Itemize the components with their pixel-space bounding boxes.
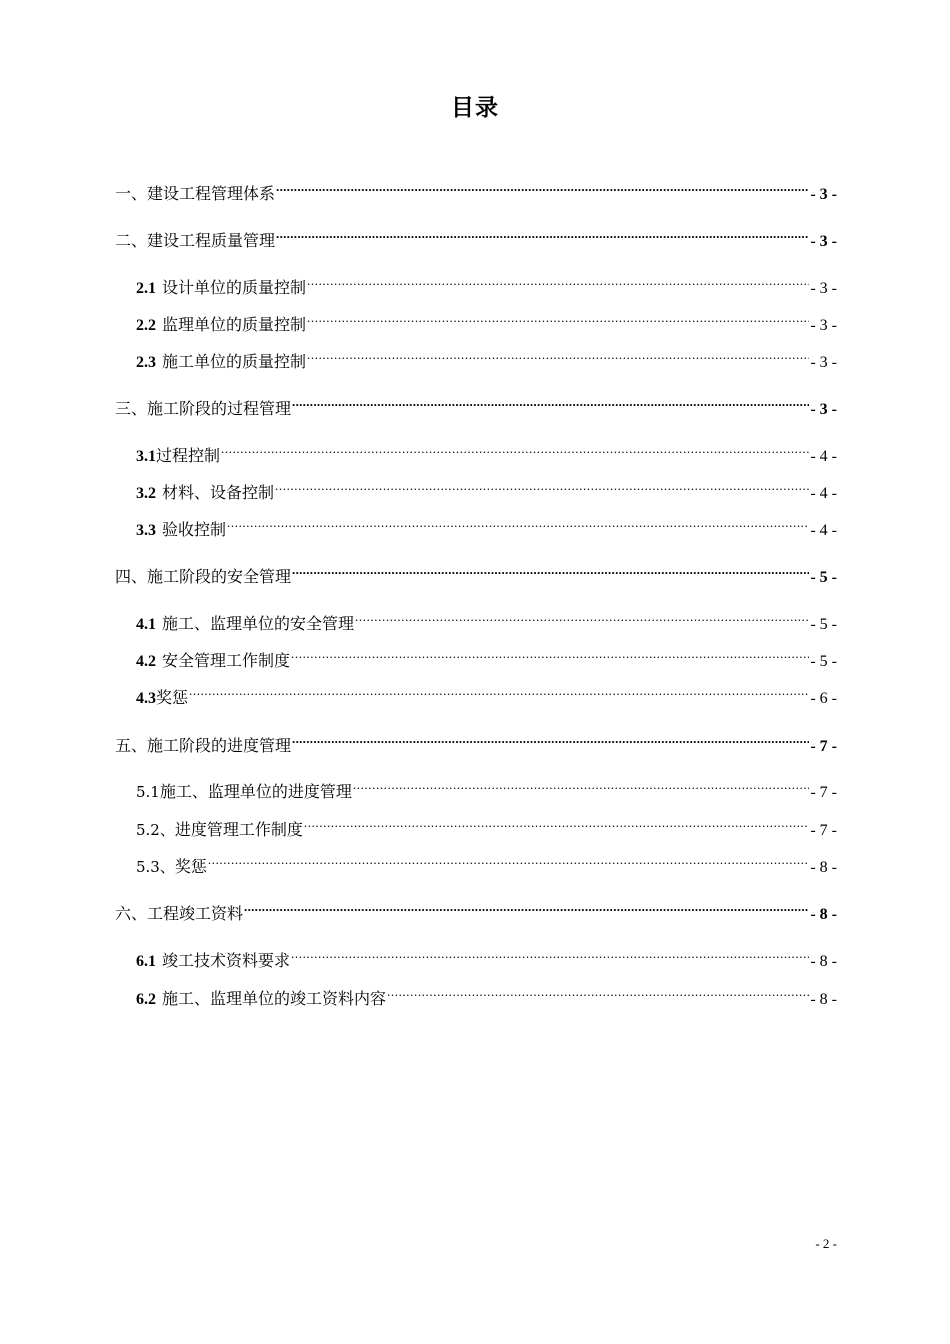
toc-entry-label: 竣工技术资料要求 (162, 951, 291, 970)
toc-entry-number: 2.1 (136, 280, 156, 297)
toc-entry-number: 3.3 (136, 522, 156, 539)
toc-entry-3-1[interactable] (136, 437, 837, 465)
dot-leader (292, 558, 809, 582)
toc-entry-page: - 5 - (810, 653, 837, 670)
toc-entry-section-1[interactable] (115, 175, 837, 203)
toc-entry-page: - 4 - (810, 522, 837, 539)
toc-entry-page: - 8 - (810, 906, 837, 923)
toc-entry-page: - 3 - (810, 186, 837, 203)
toc-entry-number: 4.3 (136, 690, 156, 707)
toc-entry-number: 5.2、 (136, 821, 175, 839)
toc-entry-label: 奖惩 (156, 688, 189, 707)
toc-entry-4-2[interactable] (136, 642, 837, 670)
toc-entry-number: 5.3、 (136, 858, 175, 876)
toc-entry-page: - 8 - (810, 859, 837, 876)
toc-entry-4-1[interactable] (136, 605, 837, 633)
toc-entry-section-3[interactable] (115, 390, 837, 418)
dot-leader (353, 773, 809, 797)
toc-entry-page: - 3 - (810, 280, 837, 297)
toc-entry-page: - 3 - (810, 354, 837, 371)
toc-entry-label: 三、施工阶段的过程管理 (115, 399, 292, 418)
toc-entry-5-1[interactable] (136, 773, 837, 801)
toc-entry-label: 一、建设工程管理体系 (115, 184, 276, 203)
toc-entry-label: 四、施工阶段的安全管理 (115, 567, 292, 586)
dot-leader (292, 390, 809, 414)
toc-entry-page: - 3 - (810, 233, 837, 250)
dot-leader (387, 980, 809, 1004)
toc-entry-5-2[interactable] (136, 811, 837, 839)
toc-entry-4-3[interactable] (136, 679, 837, 707)
toc-entry-2-2[interactable] (136, 306, 837, 334)
toc-entry-number: 4.2 (136, 653, 156, 670)
toc-entry-page: - 3 - (810, 317, 837, 334)
toc-entry-page: - 7 - (810, 784, 837, 801)
dot-leader (208, 848, 809, 872)
toc-entry-6-2[interactable] (136, 980, 837, 1008)
dot-leader (304, 811, 809, 835)
toc-entry-page: - 4 - (810, 485, 837, 502)
toc-entry-label: 六、工程竣工资料 (115, 904, 244, 923)
dot-leader (244, 895, 809, 919)
toc-title: 目录 (451, 94, 499, 121)
toc-entry-section-2[interactable] (115, 222, 837, 250)
toc-entry-3-3[interactable] (136, 511, 837, 539)
dot-leader (292, 727, 809, 751)
toc-entry-label: 施工、监理单位的竣工资料内容 (162, 989, 387, 1008)
toc-entry-6-1[interactable] (136, 942, 837, 970)
toc-entry-label: 监理单位的质量控制 (162, 315, 307, 334)
toc-entry-2-1[interactable] (136, 269, 837, 297)
toc-entry-label: 施工、监理单位的安全管理 (162, 614, 355, 633)
toc-entry-number: 2.3 (136, 354, 156, 371)
toc-entry-section-6[interactable] (115, 895, 837, 923)
toc-entry-page: - 8 - (810, 991, 837, 1008)
toc-entry-5-3[interactable] (136, 848, 837, 876)
dot-leader (307, 343, 809, 367)
toc-entry-label: 过程控制 (156, 446, 221, 465)
toc-entry-label: 验收控制 (162, 520, 227, 539)
toc-entry-section-5[interactable] (115, 727, 837, 755)
toc-entry-label: 进度管理工作制度 (174, 820, 303, 839)
toc-entry-label: 奖惩 (174, 857, 207, 876)
toc-entry-page: - 6 - (810, 690, 837, 707)
toc-entry-number: 5.1 (136, 783, 160, 801)
dot-leader (307, 269, 809, 293)
toc-entry-page: - 5 - (810, 616, 837, 633)
toc-entry-page: - 3 - (810, 401, 837, 418)
toc-entry-page: - 5 - (810, 569, 837, 586)
toc-entry-3-2[interactable] (136, 474, 837, 502)
toc-entry-number: 6.2 (136, 991, 156, 1008)
dot-leader (291, 942, 809, 966)
dot-leader (291, 642, 809, 666)
toc-entry-number: 4.1 (136, 616, 156, 633)
toc-entry-2-3[interactable] (136, 343, 837, 371)
dot-leader (275, 474, 809, 498)
toc-entry-label: 安全管理工作制度 (162, 651, 291, 670)
toc-entry-label: 二、建设工程质量管理 (115, 231, 276, 250)
toc-entry-label: 设计单位的质量控制 (162, 278, 307, 297)
dot-leader (227, 511, 809, 535)
toc-entry-page: - 7 - (810, 738, 837, 755)
toc-entry-label: 材料、设备控制 (162, 483, 275, 502)
toc-entry-number: 6.1 (136, 953, 156, 970)
toc-entry-number: 3.1 (136, 448, 156, 465)
dot-leader (276, 175, 809, 199)
toc-entry-label: 施工、监理单位的进度管理 (159, 782, 352, 801)
toc-entry-label: 施工单位的质量控制 (162, 352, 307, 371)
dot-leader (276, 222, 809, 246)
toc-entry-page: - 4 - (810, 448, 837, 465)
toc-entry-page: - 7 - (810, 822, 837, 839)
page-number: - 2 - (815, 1236, 837, 1251)
dot-leader (189, 679, 809, 703)
toc-entry-number: 3.2 (136, 485, 156, 502)
dot-leader (307, 306, 809, 330)
toc-entry-number: 2.2 (136, 317, 156, 334)
toc-entry-page: - 8 - (810, 953, 837, 970)
dot-leader (221, 437, 809, 461)
toc-entry-label: 五、施工阶段的进度管理 (115, 736, 292, 755)
dot-leader (355, 605, 809, 629)
toc-entry-section-4[interactable] (115, 558, 837, 586)
